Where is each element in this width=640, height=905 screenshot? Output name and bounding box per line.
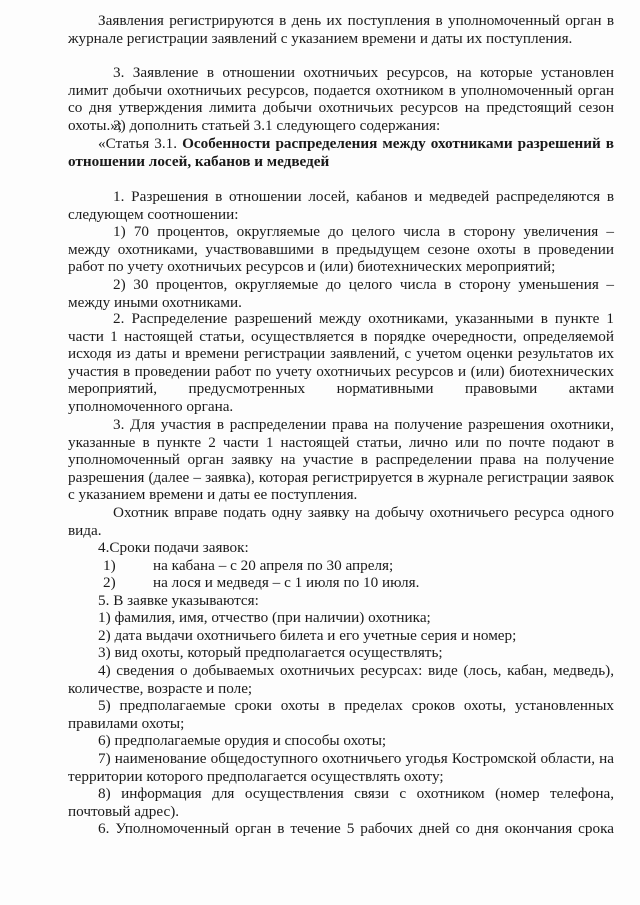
paragraph-point-1: 1. Разрешения в отношении лосей, кабанов и медведей распределяются в следующем соотношении: <box>68 188 614 223</box>
list-item-text: на кабана – с 20 апреля по 30 апреля; <box>153 557 394 574</box>
paragraph-item-3-old: 3. Заявление в отношении охотничьих ресурсов, на которые установлен лимит добычи охотничьих ресурсов, подается охотником в уполномоченный орган со дня утверждения лимита добычи охотничьих ресурсов на предстоящий сезон охоты.»; <box>68 64 614 134</box>
paragraph-point-5-2: 2) дата выдачи охотничьего билета и его учетные серия и номер; <box>98 627 517 644</box>
paragraph-point-5-5: 5) предполагаемые сроки охоты в пределах сроков охоты, установленных правилами охоты; <box>68 697 614 732</box>
paragraph-point-5-8: 8) информация для осуществления связи с охотником (номер телефона, почтовый адрес). <box>68 785 614 820</box>
list-item-elk-bear <box>103 574 613 592</box>
list-item-number: 2) <box>103 574 116 591</box>
article-label: «Статья 3.1. <box>98 135 178 152</box>
list-item-boar <box>103 557 613 575</box>
paragraph-point-5-1: 1) фамилия, имя, отчество (при наличии) охотника; <box>98 609 431 626</box>
article-heading <box>68 135 614 170</box>
paragraph-subpoint-2: 2) 30 процентов, округляемые до целого числа в сторону уменьшения – между иными охотниками. <box>68 276 614 311</box>
paragraph-point-2: 2. Распределение разрешений между охотниками, указанными в пункте 1 части 1 настоящей статьи, осуществляется в порядке очередности, определяемой исходя из даты и времени регистрации заявлений, с учетом оценки результатов их участия в проведении работ по учету охотничьих ресурсов и (или) биотехнических мероприятий, предусмотренных нормативными правовыми актами уполномоченного органа. <box>68 310 614 415</box>
list-item-text: на лося и медведя – с 1 июля по 10 июля. <box>153 574 420 591</box>
paragraph-one-application: Охотник вправе подать одну заявку на добычу охотничьего ресурса одного вида. <box>68 504 614 539</box>
paragraph-point-4: 4.Сроки подачи заявок: <box>98 539 249 556</box>
paragraph-subpoint-1: 1) 70 процентов, округляемые до целого числа в сторону увеличения – между охотниками, участвовавшими в предыдущем сезоне охоты в проведении работ по учету охотничьих ресурсов и (или) биотехнических мероприятий; <box>68 223 614 276</box>
list-item-number: 1) <box>103 557 116 574</box>
paragraph-point-6: 6. Уполномоченный орган в течение 5 рабочих дней со дня окончания срока <box>98 820 614 837</box>
paragraph-point-5-6: 6) предполагаемые орудия и способы охоты; <box>98 732 387 749</box>
paragraph-registration-note: Заявления регистрируются в день их поступления в уполномоченный орган в журнале регистрации заявлений с указанием времени и даты их поступления. <box>68 12 614 47</box>
paragraph-point-5: 5. В заявке указываются: <box>98 592 259 609</box>
article-title: Особенности распределения между охотниками разрешений в отношении лосей, кабанов и медведей <box>68 135 614 170</box>
paragraph-point-3: 3. Для участия в распределении права на получение разрешения охотники, указанные в пункте 2 части 1 настоящей статьи, лично или по почте подают в уполномоченный орган заявку на участие в распределении права на получение разрешения (далее – заявка), которая регистрируется в журнале регистрации заявок с указанием времени и даты ее поступления. <box>68 416 614 504</box>
paragraph-point-5-7: 7) наименование общедоступного охотничьего угодья Костромской области, на территории которого предполагается осуществлять охоту; <box>68 750 614 785</box>
paragraph-point-5-4: 4) сведения о добываемых охотничьих ресурсах: виде (лось, кабан, медведь), количестве, возрасте и поле; <box>68 662 614 697</box>
paragraph-point-5-3: 3) вид охоты, который предполагается осуществлять; <box>98 644 443 661</box>
paragraph-amend-3: 3) дополнить статьей 3.1 следующего содержания: <box>113 117 441 134</box>
